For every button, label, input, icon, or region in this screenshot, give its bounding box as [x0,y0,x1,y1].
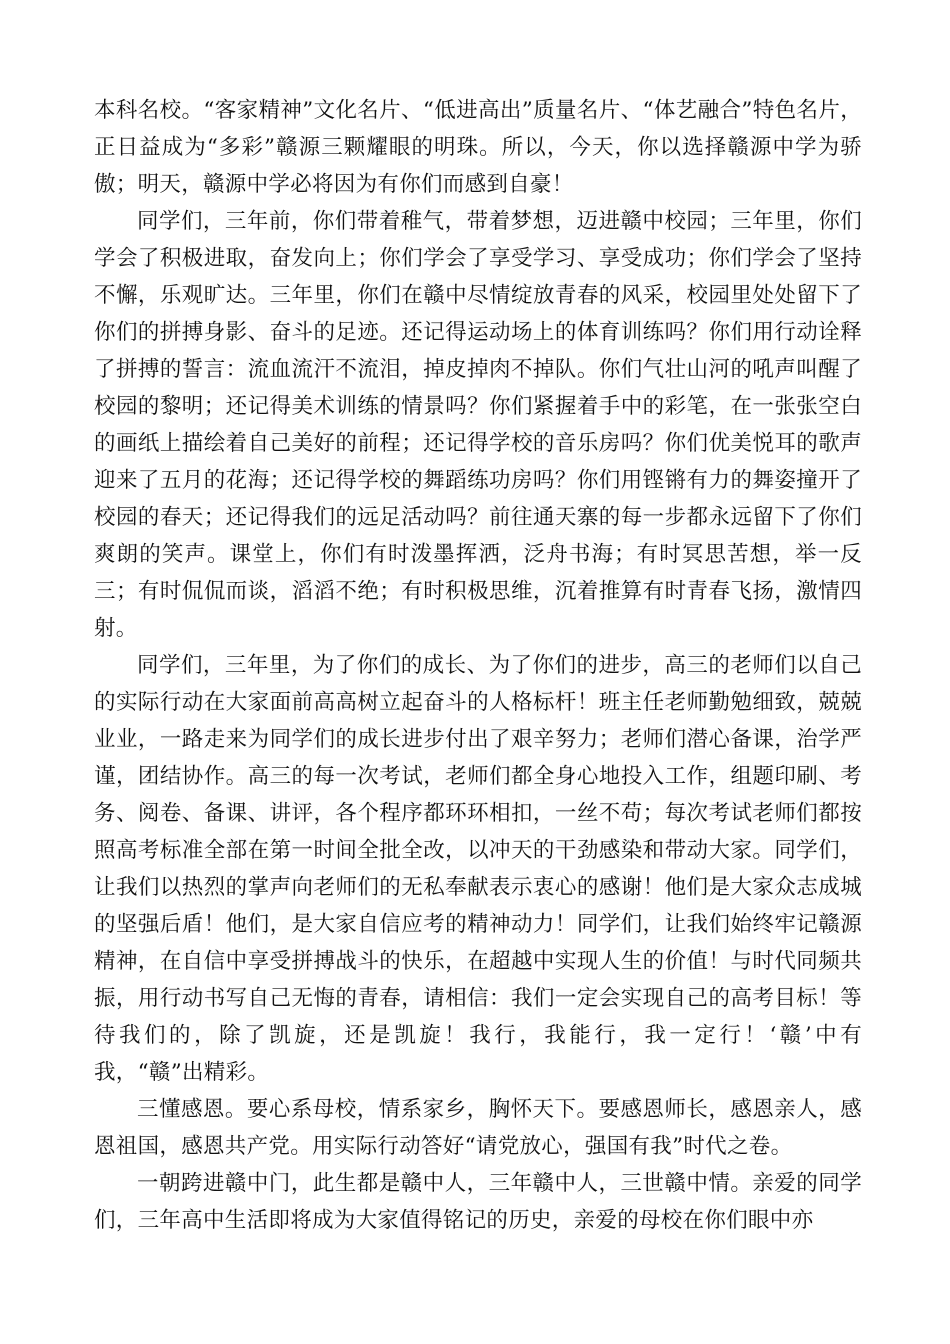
paragraph-2: 同学们，三年前，你们带着稚气，带着梦想，迈进赣中校园；三年里，你们学会了积极进取，奋发向上；你们学会了享受学习、享受成功；你们学会了坚持不懈，乐观旷达。三年里，你们在赣中尽情绽放青春的风采，校园里处处留下了你们的拼搏身影、奋斗的足迹。还记得运动场上的体育训练吗？你们用行动诠释了拼搏的誓言：流血流汗不流泪，掉皮掉肉不掉队。你们气壮山河的吼声叫醒了校园的黎明；还记得美术训练的情景吗？你们紧握着手中的彩笔，在一张张空白的画纸上描绘着自己美好的前程；还记得学校的音乐房吗？你们优美悦耳的歌声迎来了五月的花海；还记得学校的舞蹈练功房吗？你们用铿锵有力的舞姿撞开了校园的春天；还记得我们的远足活动吗？前往通天寨的每一步都永远留下了你们爽朗的笑声。课堂上，你们有时泼墨挥洒，泛舟书海；有时冥思苦想，举一反三；有时侃侃而谈，滔滔不绝；有时积极思维，沉着推算有时青春飞扬，激情四射。 [94,209,862,641]
paragraph-4: 三懂感恩。要心系母校，情系家乡，胸怀天下。要感恩师长，感恩亲人，感恩祖国，感恩共产党。用实际行动答好“请党放心，强国有我”时代之卷。 [94,1097,862,1159]
paragraph-1: 本科名校。“客家精神”文化名片、“低进高出”质量名片、“体艺融合”特色名片，正日益成为“多彩”赣源三颗耀眼的明珠。所以，今天，你以选择赣源中学为骄傲；明天，赣源中学必将因为有你们而感到自豪！ [94,98,862,197]
paragraph-3: 同学们，三年里，为了你们的成长、为了你们的进步，高三的老师们以自己的实际行动在大家面前高高树立起奋斗的人格标杆！班主任老师勤勉细致，兢兢业业，一路走来为同学们的成长进步付出了艰辛努力；老师们潜心备课，治学严谨，团结协作。高三的每一次考试，老师们都全身心地投入工作，组题印刷、考务、阅卷、备课、讲评，各个程序都环环相扣，一丝不苟；每次考试老师们都按照高考标准全部在第一时间全批全改，以冲天的干劲感染和带动大家。同学们，让我们以热烈的掌声向老师们的无私奉献表示衷心的感谢！他们是大家众志成城的坚强后盾！他们，是大家自信应考的精神动力！同学们，让我们始终牢记赣源精神，在自信中享受拼搏战斗的快乐，在超越中实现人生的价值！与时代同频共振，用行动书写自己无悔的青春，请相信：我们一定会实现自己的高考目标！等待我们的，除了凯旋，还是凯旋！我行，我能行，我一定行！‘赣’中有我，“赣”出精彩。 [94,653,862,1085]
paragraph-5: 一朝跨进赣中门，此生都是赣中人，三年赣中人，三世赣中情。亲爱的同学们，三年高中生活即将成为大家值得铭记的历史，亲爱的母校在你们眼中亦 [94,1171,862,1233]
document-body [94,92,862,1239]
